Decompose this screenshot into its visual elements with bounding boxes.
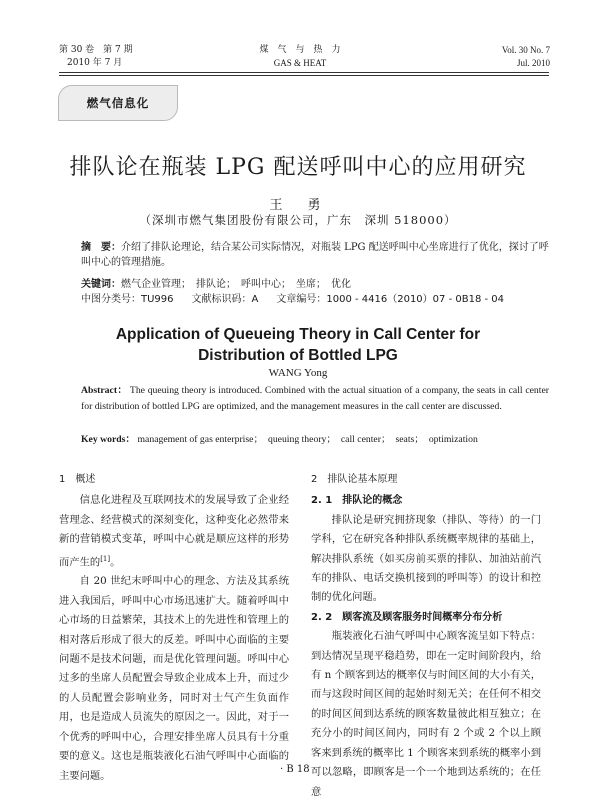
section-heading-2: 2 排队论基本原理 <box>311 474 398 485</box>
reference-1: [1] <box>100 554 111 563</box>
running-header-center <box>230 44 370 70</box>
abstract-en-label: Abstract： <box>81 385 128 396</box>
right-column <box>311 470 541 802</box>
paragraph-1-text: 信息化进程及互联网技术的发展导致了企业经营理念、经营模式的深刻变化，这种变化必然带来新的营销模式变革，呼叫中心就是顺应这样的形势而产生的 <box>59 494 289 569</box>
abstract-en <box>81 383 549 414</box>
journal-name-cn: 煤 气 与 热 力 <box>259 45 341 55</box>
paragraph-2: 自 20 世纪末呼叫中心的理念、方法及其系统进入我国后，呼叫中心市场迅速扩大。随着呼叫中心市场的日益繁荣，其技术上的先进性和管理上的相对落后形成了很大的反差。呼叫中心面临的主要问题不是技术问题，而是优化管理问题。呼叫中心过多的坐席人员配置会导致企业成本上升，而过少的人员配置会影响业务，同时对士气产生负面作用，也是造成人员流失的原因之一。因此，对于一个优秀的呼叫中心，合理安排坐席人员具有十分重要的意义。这也是瓶装液化石油气呼叫中心面临的主要问题。 <box>59 575 289 782</box>
subsection-heading-2-2: 2. 2 顾客流及顾客服务时间概率分布分析 <box>311 611 503 623</box>
column-tag-label: 燃气信息化 <box>86 96 150 110</box>
left-column <box>59 470 289 786</box>
keywords-cn-text: 燃气企业管理； 排队论； 呼叫中心； 坐席； 优化 <box>121 279 351 290</box>
volume-issue-en: Vol. 30 No. 7 <box>501 45 550 55</box>
journal-name-en: GAS & HEAT <box>273 58 327 68</box>
affiliation-cn: （深圳市燃气集团股份有限公司，广东 深圳 518000） <box>139 213 457 227</box>
keywords-en <box>81 432 549 448</box>
abstract-en-text: The queuing theory is introduced. Combined with the actual situation of a company, the seats in call center for distribution of bottled LPG are optimized, and the management measures in the call center are discussed. <box>81 385 549 412</box>
clc-number: 中图分类号：TU996 <box>81 294 174 305</box>
issue-date-en: Jul. 2010 <box>516 58 550 68</box>
paragraph-1 <box>59 491 289 572</box>
article-title-en <box>0 324 596 366</box>
article-number: 文章编号：1000 - 4416（2010）07 - 0B18 - 04 <box>276 294 505 305</box>
running-header-left <box>59 44 133 70</box>
page-number: · B 18 · <box>280 764 316 775</box>
article-title-cn: 排队论在瓶装 LPG 配送呼叫中心的应用研究 <box>69 155 527 180</box>
abstract-cn <box>81 240 549 270</box>
header-rule-thin <box>59 75 549 76</box>
paragraph-1-end: 。 <box>110 556 121 569</box>
keywords-en-text: management of gas enterprise； queuing theory； call center； seats； optimization <box>137 434 478 445</box>
article-title-en-text: Application of Queueing Theory in Call Center for Distribution of Bottled LPG <box>115 326 481 364</box>
volume-issue: 第 30 卷 第 7 期 <box>59 45 133 55</box>
author-en: WANG Yong <box>268 367 328 379</box>
paragraph-4: 瓶装液化石油气呼叫中心顾客流呈如下特点：到达情况呈现平稳趋势，即在一定时间阶段内，给有 n 个顾客到达的概率仅与时间区间的大小有关，而与这段时间区间的起始时刻无关；在任何不相交的时间区间到达系统的顾客数量彼此相互独立；在充分小的时间区间内，同时有 2 个或 2 个以上顾客来到系统的概率比 1 个顾客来到系统的概率小到可以忽略，即顾客是一个一个地到达系统的；在任意 <box>311 630 541 798</box>
keywords-cn <box>81 278 549 292</box>
classification-line <box>81 293 549 307</box>
keywords-en-label: Key words： <box>81 434 136 445</box>
issue-date: 2010 年 7 月 <box>67 58 123 68</box>
author-cn: 王 勇 <box>269 198 327 213</box>
abstract-cn-text: 介绍了排队论理论，结合某公司实际情况，对瓶装 LPG 配送呼叫中心坐席进行了优化，探讨了呼叫中心的管理措施。 <box>81 242 549 268</box>
abstract-cn-label: 摘 要： <box>81 242 121 253</box>
column-tag <box>58 85 178 121</box>
paragraph-3: 排队论是研究拥挤现象（排队、等待）的一门学科，它在研究各种排队系统概率规律的基础上，解决排队系统（如买房前买票的排队、加油站前汽车的排队、电话交换机接到的呼叫等）的设计和控制的优化问题。 <box>311 513 541 604</box>
keywords-cn-label: 关键词： <box>81 279 121 290</box>
header-rule <box>59 72 549 73</box>
section-heading-1: 1 概述 <box>59 474 96 485</box>
document-code: 文献标识码：A <box>191 294 259 305</box>
subsection-heading-2-1: 2. 1 排队论的概念 <box>311 495 403 507</box>
running-header-right <box>502 44 550 70</box>
